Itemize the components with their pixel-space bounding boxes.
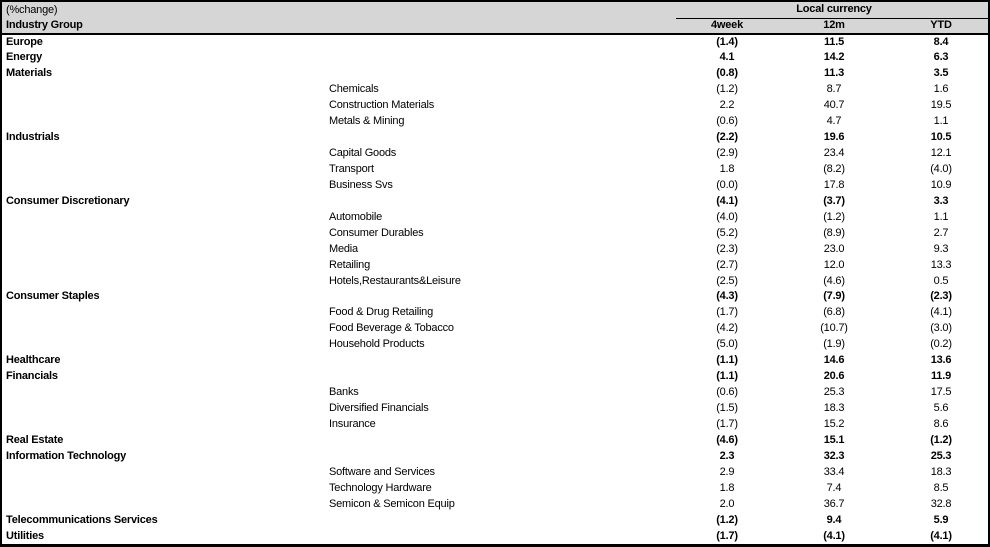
header-row-columns (2, 18, 990, 34)
row-label: Semicon & Semicon Equip (329, 497, 455, 510)
value-cell: 17.5 (930, 386, 952, 399)
value-cell: (4.1) (716, 194, 738, 207)
value-cell: (5.0) (716, 338, 738, 351)
industry-row (2, 417, 990, 433)
value-cell: (1.7) (716, 306, 738, 319)
value-cell: (4.6) (716, 433, 738, 446)
industry-row (2, 464, 990, 480)
row-label: Consumer Discretionary (6, 194, 130, 207)
value-cell: (8.2) (823, 162, 845, 175)
value-cell: 3.3 (933, 194, 949, 207)
sector-row (2, 369, 990, 385)
row-label: Household Products (329, 338, 425, 351)
row-label: Financials (6, 370, 58, 383)
value-cell: (1.2) (716, 83, 738, 96)
value-cell: (1.1) (716, 354, 738, 367)
value-cell: 11.9 (931, 370, 952, 383)
row-label: Food & Drug Retailing (329, 306, 434, 319)
value-cell: 13.6 (930, 354, 952, 367)
value-cell: 8.7 (826, 83, 842, 96)
value-cell: 36.7 (823, 497, 845, 510)
row-label: Energy (6, 51, 43, 64)
sector-row (2, 34, 990, 50)
column-header-4week: 4week (676, 18, 778, 34)
value-cell: (1.2) (716, 513, 738, 526)
industry-performance-table (2, 2, 990, 544)
value-cell: 20.6 (823, 370, 845, 383)
industry-row (2, 273, 990, 289)
row-label: Consumer Durables (329, 226, 424, 239)
value-cell: (1.2) (823, 210, 845, 223)
value-cell: 2.3 (719, 449, 735, 462)
pct-change-label: (%change) (6, 3, 58, 16)
table-header (2, 2, 990, 34)
value-cell: (1.4) (716, 35, 738, 48)
value-cell: (4.0) (930, 162, 952, 175)
value-cell: 40.7 (823, 99, 845, 112)
value-cell: 1.1 (933, 210, 949, 223)
value-cell: (0.2) (930, 338, 952, 351)
value-cell: 25.3 (823, 386, 845, 399)
industry-row (2, 496, 990, 512)
row-label: Diversified Financials (329, 402, 429, 415)
sector-row (2, 130, 990, 146)
value-cell: (2.2) (716, 131, 738, 144)
value-cell: (3.7) (823, 194, 845, 207)
row-label: Food Beverage & Tobacco (329, 322, 454, 335)
row-label: Software and Services (329, 465, 435, 478)
value-cell: 19.6 (823, 131, 845, 144)
value-cell: 4.7 (826, 115, 842, 128)
value-cell: 32.3 (823, 449, 845, 462)
sector-row (2, 66, 990, 82)
row-label: Real Estate (6, 433, 64, 446)
sector-row (2, 289, 990, 305)
value-cell: 32.8 (930, 497, 952, 510)
row-label: Metals & Mining (329, 115, 405, 128)
industry-row (2, 241, 990, 257)
value-cell: 3.5 (933, 67, 949, 80)
industry-row (2, 177, 990, 193)
value-cell: (4.1) (930, 306, 952, 319)
value-cell: 8.6 (933, 417, 949, 430)
value-cell: (2.3) (716, 242, 738, 255)
row-label: Hotels,Restaurants&Leisure (329, 274, 461, 287)
industry-row (2, 385, 990, 401)
value-cell: 1.6 (933, 83, 949, 96)
value-cell: (1.1) (716, 370, 738, 383)
value-cell: (4.1) (930, 529, 952, 542)
value-cell: (4.0) (716, 210, 738, 223)
value-cell: (1.9) (823, 338, 845, 351)
value-cell: 2.7 (933, 226, 949, 239)
industry-row (2, 114, 990, 130)
industry-row (2, 225, 990, 241)
value-cell: (0.6) (716, 115, 738, 128)
value-cell: 8.4 (933, 35, 949, 48)
industry-row (2, 209, 990, 225)
value-cell: 14.6 (823, 354, 845, 367)
value-cell: 2.0 (719, 497, 735, 510)
industry-row (2, 305, 990, 321)
value-cell: 8.5 (933, 481, 949, 494)
row-label: Transport (329, 162, 374, 175)
row-label: Europe (6, 35, 43, 48)
value-cell: (1.2) (930, 433, 952, 446)
row-label: Information Technology (6, 449, 127, 462)
row-label: Business Svs (329, 178, 393, 191)
industry-group-header: Industry Group (2, 18, 676, 34)
value-cell: 13.3 (930, 258, 952, 271)
value-cell: 11.3 (823, 67, 844, 80)
value-cell: (1.5) (716, 402, 738, 415)
value-cell: 1.1 (933, 115, 949, 128)
sector-row (2, 512, 990, 528)
row-label: Telecommunications Services (6, 513, 158, 526)
row-label: Materials (6, 67, 52, 80)
row-label: Construction Materials (329, 99, 435, 112)
value-cell: 2.9 (719, 465, 735, 478)
table-body (2, 34, 990, 544)
row-label: Chemicals (329, 83, 379, 96)
value-cell: 12.1 (930, 147, 952, 160)
value-cell: 19.5 (930, 99, 952, 112)
row-label: Capital Goods (329, 147, 397, 160)
row-label: Media (329, 242, 358, 255)
value-cell: 18.3 (930, 465, 952, 478)
row-label: Insurance (329, 417, 376, 430)
sector-row (2, 528, 990, 544)
industry-row (2, 82, 990, 98)
value-cell: 2.2 (719, 99, 735, 112)
value-cell: (2.9) (716, 147, 738, 160)
industry-row (2, 401, 990, 417)
row-label: Healthcare (6, 354, 61, 367)
value-cell: 5.6 (933, 402, 949, 415)
value-cell: 14.2 (823, 51, 845, 64)
sector-row (2, 50, 990, 66)
industry-row (2, 337, 990, 353)
value-cell: (2.7) (716, 258, 738, 271)
column-header-ytd: YTD (890, 18, 990, 34)
sector-row (2, 448, 990, 464)
value-cell: 9.4 (826, 513, 842, 526)
value-cell: (0.8) (716, 67, 738, 80)
value-cell: (8.9) (823, 226, 845, 239)
value-cell: (4.6) (823, 274, 845, 287)
value-cell: 15.1 (823, 433, 845, 446)
sector-row (2, 432, 990, 448)
value-cell: 9.3 (933, 242, 949, 255)
value-cell: (3.0) (930, 322, 952, 335)
value-cell: 23.0 (823, 242, 845, 255)
value-cell: (4.2) (716, 322, 738, 335)
value-cell: 1.8 (719, 162, 735, 175)
value-cell: 15.2 (823, 417, 845, 430)
industry-row (2, 480, 990, 496)
industry-row (2, 98, 990, 114)
value-cell: (1.7) (716, 529, 738, 542)
row-label: Automobile (329, 210, 383, 223)
value-cell: (5.2) (716, 226, 738, 239)
value-cell: 33.4 (823, 465, 845, 478)
header-row-group (2, 2, 990, 18)
value-cell: 18.3 (823, 402, 845, 415)
value-cell: (2.3) (930, 290, 952, 303)
value-cell: 6.3 (933, 51, 949, 64)
value-cell: 10.5 (930, 131, 952, 144)
value-cell: 5.9 (933, 513, 949, 526)
row-label: Consumer Staples (6, 290, 100, 303)
value-cell: 0.5 (933, 274, 949, 287)
value-cell: 17.8 (823, 178, 845, 191)
row-label: Banks (329, 386, 359, 399)
value-cell: (0.6) (716, 386, 738, 399)
sector-row (2, 353, 990, 369)
value-cell: (7.9) (823, 290, 845, 303)
currency-group-header: Local currency (676, 2, 990, 18)
value-cell: 10.9 (930, 178, 952, 191)
value-cell: (6.8) (823, 306, 845, 319)
value-cell: 1.8 (719, 481, 735, 494)
value-cell: 11.5 (823, 35, 844, 48)
row-label: Retailing (329, 258, 371, 271)
sector-row (2, 193, 990, 209)
value-cell: 4.1 (719, 51, 735, 64)
value-cell: (4.1) (823, 529, 845, 542)
value-cell: (10.7) (820, 322, 848, 335)
industry-row (2, 162, 990, 178)
column-header-12m: 12m (778, 18, 890, 34)
value-cell: 7.4 (826, 481, 842, 494)
value-cell: (0.0) (716, 178, 738, 191)
row-label: Industrials (6, 131, 60, 144)
industry-row (2, 146, 990, 162)
value-cell: 25.3 (930, 449, 952, 462)
industry-row (2, 321, 990, 337)
value-cell: (2.5) (716, 274, 738, 287)
value-cell: 23.4 (823, 147, 845, 160)
row-label: Utilities (6, 529, 44, 542)
value-cell: 12.0 (823, 258, 845, 271)
industry-row (2, 257, 990, 273)
row-label: Technology Hardware (329, 481, 432, 494)
value-cell: (4.3) (716, 290, 738, 303)
value-cell: (1.7) (716, 417, 738, 430)
